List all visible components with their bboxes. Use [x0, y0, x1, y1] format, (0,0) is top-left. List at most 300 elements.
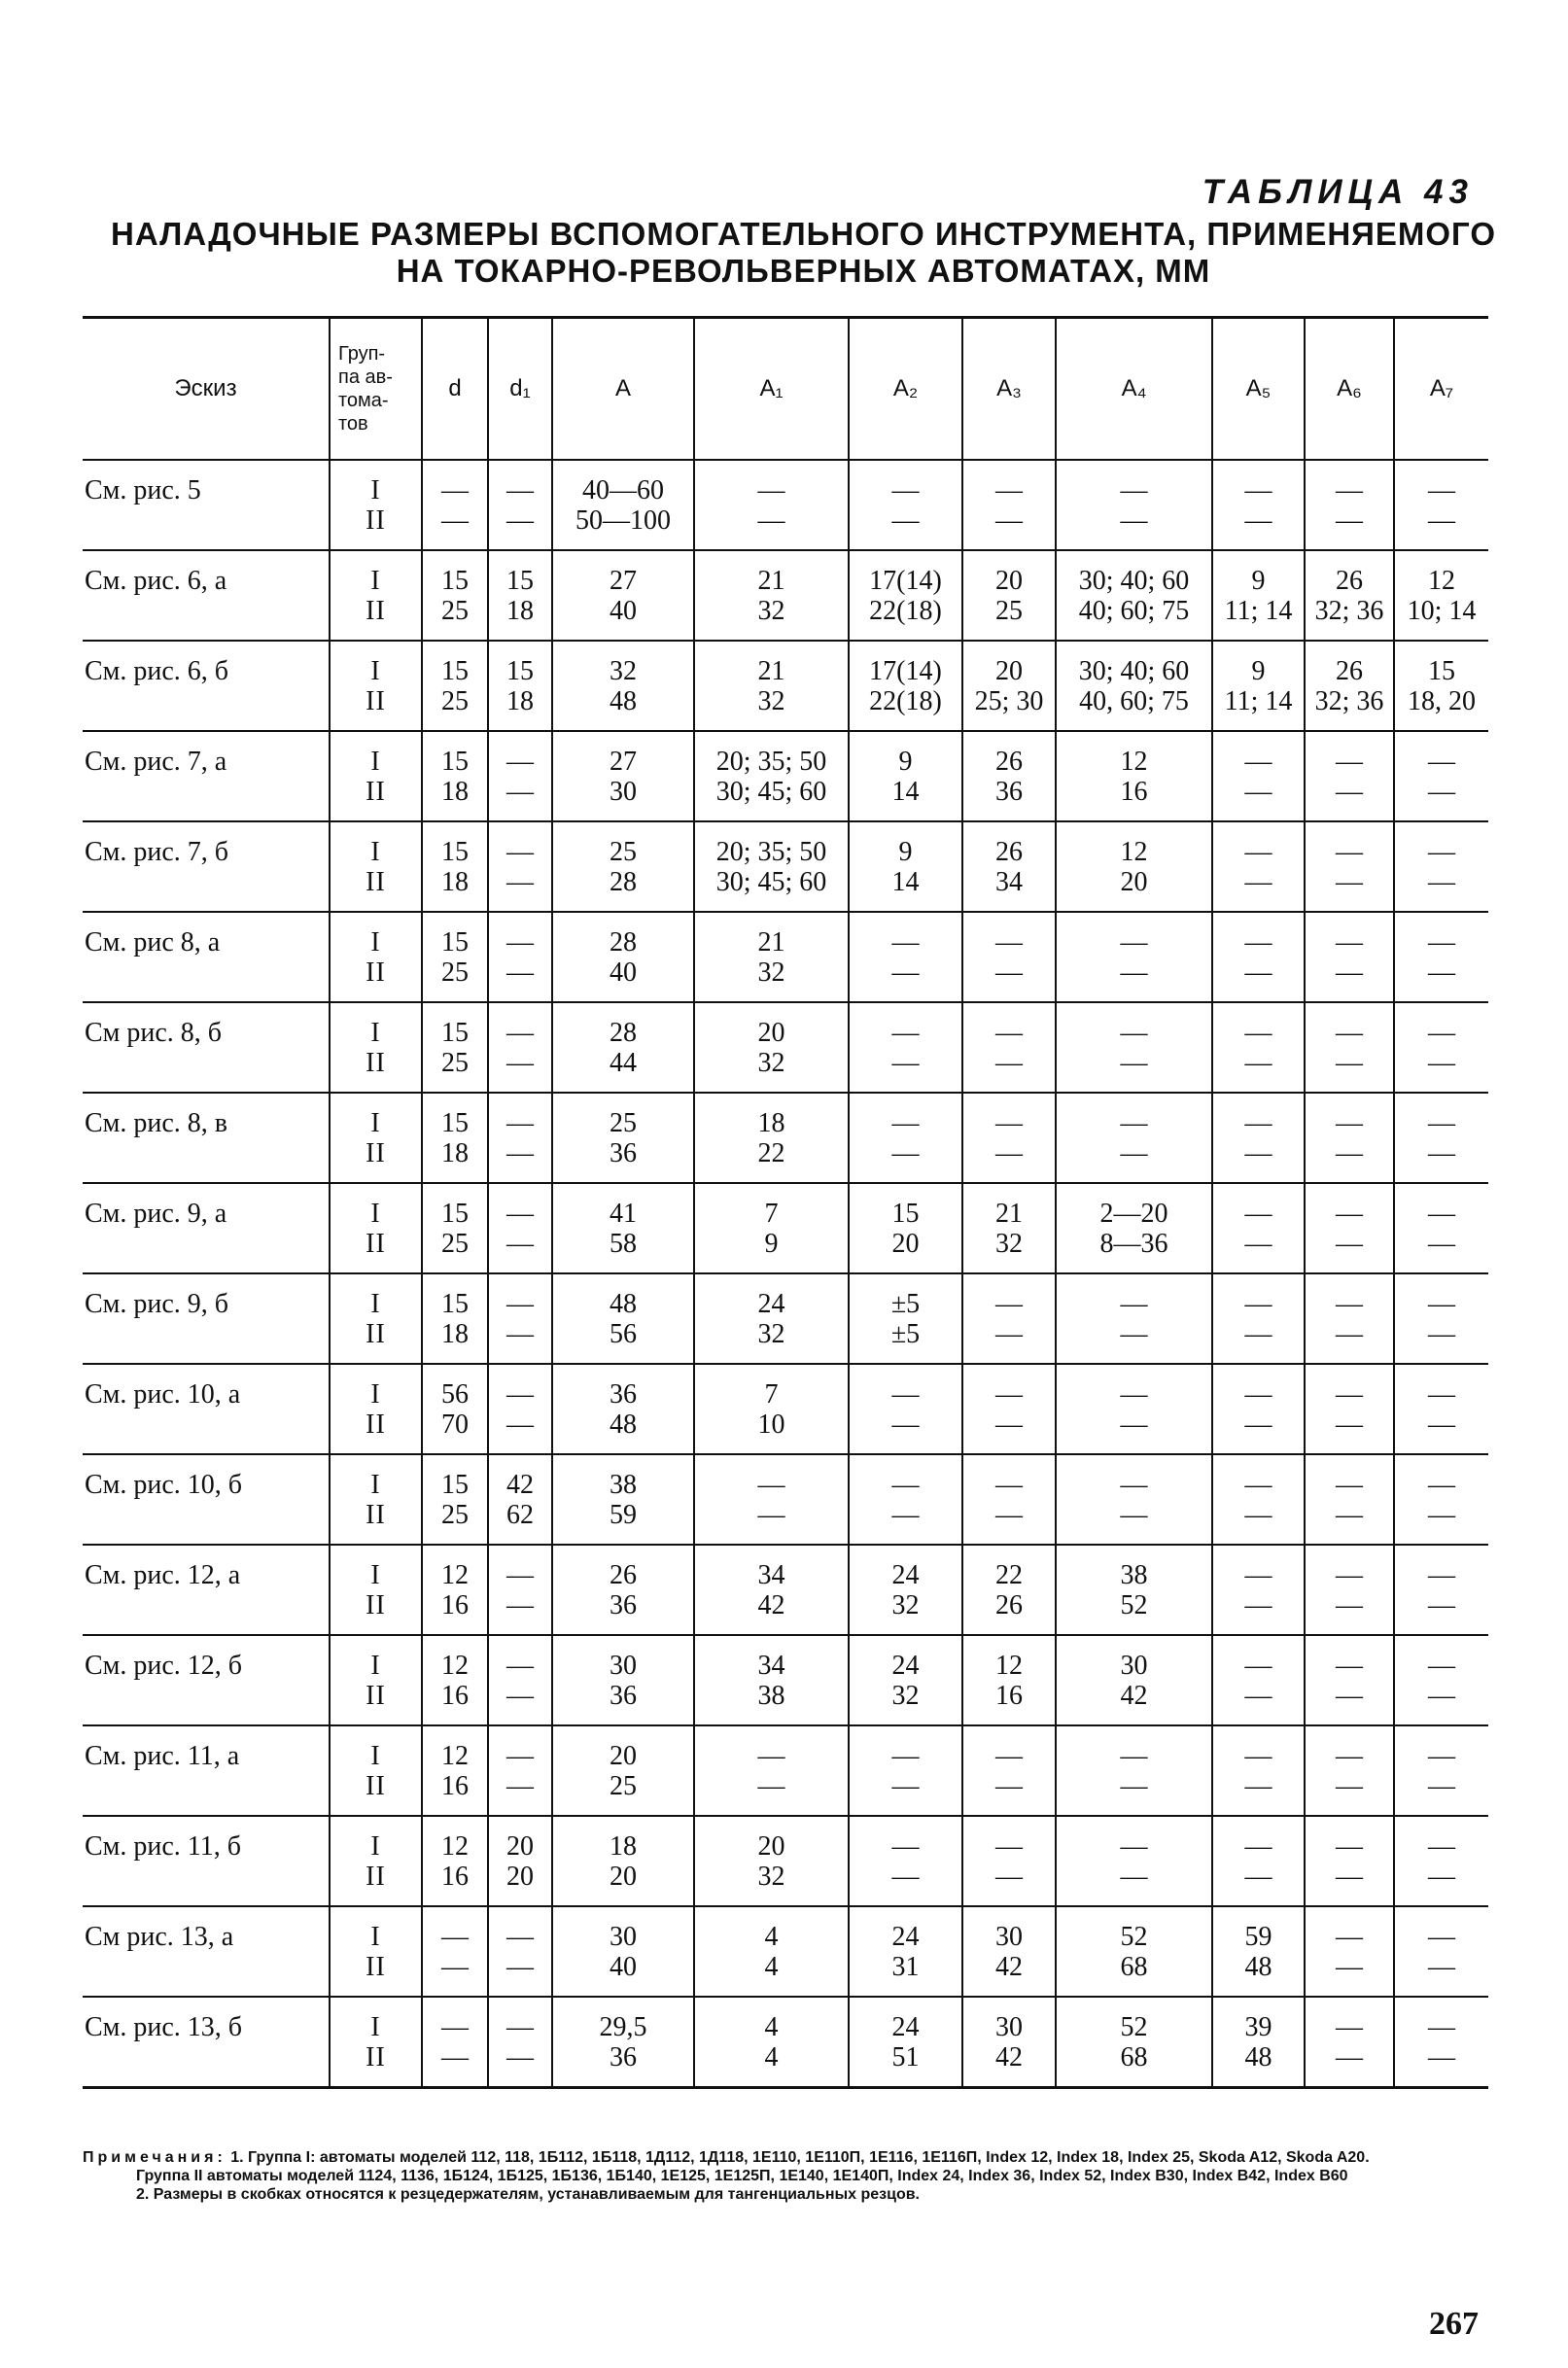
sketch-cell [83, 641, 330, 731]
value-group-2: — [1120, 1771, 1148, 1801]
value-cell [488, 1364, 552, 1454]
value-group-1: I [370, 837, 381, 867]
value-group-2: — [1244, 1410, 1272, 1440]
table-row [83, 731, 1488, 821]
value-group-1: 38 [610, 1470, 637, 1500]
value-cell [694, 641, 849, 731]
value-group-2: — [1244, 958, 1272, 988]
value-group-1: — [1244, 1470, 1272, 1500]
value-group-2: — [1428, 1500, 1455, 1530]
sketch-reference: См. рис. 5 [85, 475, 201, 505]
value-group-2: 18 [441, 1138, 469, 1168]
value-group-2: II [366, 1771, 386, 1801]
value-cell [1394, 1816, 1488, 1906]
value-cell [694, 1183, 849, 1273]
value-group-2: II [366, 1500, 386, 1530]
value-group-1: 12 [1120, 747, 1148, 777]
value-cell [849, 1002, 962, 1093]
value-cell [488, 1002, 552, 1093]
group-cell [330, 1997, 422, 2088]
value-group-1: — [1120, 1741, 1148, 1771]
value-cell [1305, 1725, 1394, 1816]
value-group-1: 34 [757, 1651, 785, 1681]
value-group-2: — [1120, 505, 1148, 536]
value-group-2: 32 [757, 958, 785, 988]
value-group-1: 30; 40; 60 [1078, 656, 1190, 686]
value-group-2: 25 [995, 596, 1023, 626]
value-group-1: — [891, 927, 920, 958]
group-cell [330, 821, 422, 912]
value-group-2: II [366, 1410, 386, 1440]
table-row [83, 1273, 1488, 1364]
value-group-1: I [370, 747, 381, 777]
value-cell [1056, 1183, 1212, 1273]
value-group-2: II [366, 2042, 386, 2072]
value-group-1: — [506, 927, 534, 958]
value-cell [1212, 460, 1305, 550]
value-group-2: 16 [441, 1862, 469, 1892]
table-row [83, 1454, 1488, 1545]
value-group-2: 25 [610, 1771, 637, 1801]
value-group-2: 18 [441, 867, 469, 897]
value-group-1: — [506, 1199, 534, 1229]
value-group-2: — [1336, 1319, 1363, 1349]
value-group-2: 20 [891, 1229, 920, 1259]
value-group-1: — [506, 1018, 534, 1048]
value-group-1: 25 [610, 837, 637, 867]
value-cell [1056, 821, 1212, 912]
value-group-1: — [1336, 837, 1363, 867]
value-group-2: — [1428, 1862, 1455, 1892]
table-row [83, 912, 1488, 1002]
value-cell [694, 1997, 849, 2088]
value-group-1: — [1120, 1018, 1148, 1048]
value-group-1: 32 [610, 656, 637, 686]
page-title-line-2: НА ТОКАРНО-РЕВОЛЬВЕРНЫХ АВТОМАТАХ, ММ [396, 253, 1211, 289]
value-cell [422, 1002, 488, 1093]
value-group-1: — [1120, 1470, 1148, 1500]
value-cell [552, 912, 694, 1002]
value-cell [849, 912, 962, 1002]
sketch-reference: См. рис. 8, в [85, 1108, 228, 1138]
value-group-1: 59 [1244, 1922, 1272, 1952]
value-group-1: — [1428, 1199, 1455, 1229]
value-group-1: — [1336, 1831, 1363, 1862]
value-cell [694, 1454, 849, 1545]
value-group-2: 9 [764, 1229, 779, 1259]
value-group-1: 21 [757, 656, 785, 686]
value-group-2: 20 [610, 1862, 637, 1892]
table-row [83, 1093, 1488, 1183]
value-cell [1212, 1273, 1305, 1364]
value-group-2: 26 [995, 1590, 1023, 1620]
value-group-2: — [506, 1681, 534, 1711]
sketch-reference: См. рис. 13, б [85, 2012, 243, 2042]
value-group-2: — [506, 1229, 534, 1259]
value-group-2: 48 [1244, 1952, 1272, 1982]
column-header-11: A₇ [1394, 318, 1488, 461]
value-cell [962, 460, 1056, 550]
value-cell [1056, 1725, 1212, 1816]
value-group-2: — [1336, 1590, 1363, 1620]
value-group-2: — [1336, 1410, 1363, 1440]
value-cell [694, 550, 849, 641]
value-group-1: — [506, 1289, 534, 1319]
value-group-1: 15 [441, 1470, 469, 1500]
value-cell [962, 550, 1056, 641]
group-cell [330, 550, 422, 641]
value-group-2: — [1336, 1138, 1363, 1168]
column-header-10: A₆ [1305, 318, 1394, 461]
value-group-1: I [370, 1108, 381, 1138]
value-cell [422, 641, 488, 731]
value-group-1: — [506, 1108, 534, 1138]
value-cell [1394, 1454, 1488, 1545]
value-group-2: — [891, 1048, 920, 1078]
value-group-2: 40 [610, 1952, 637, 1982]
value-group-2: 32 [757, 596, 785, 626]
value-cell [488, 1273, 552, 1364]
value-group-2: — [506, 1410, 534, 1440]
group-cell [330, 1906, 422, 1997]
value-group-2: 48 [1244, 2042, 1272, 2072]
value-cell [1394, 1906, 1488, 1997]
sketch-reference: См. рис. 10, а [85, 1379, 241, 1410]
value-cell [1305, 1635, 1394, 1725]
sketch-cell [83, 912, 330, 1002]
column-header-1: Груп- па ав- тома- тов [330, 318, 422, 461]
value-group-2: 16 [441, 1590, 469, 1620]
value-group-2: 30 [610, 777, 637, 807]
table-row [83, 1183, 1488, 1273]
value-group-1: — [995, 1108, 1023, 1138]
value-cell [694, 912, 849, 1002]
value-group-1: — [1244, 1379, 1272, 1410]
value-cell [962, 1725, 1056, 1816]
value-group-1: 18 [757, 1108, 785, 1138]
value-group-1: 30 [1120, 1651, 1148, 1681]
value-cell [694, 1725, 849, 1816]
value-group-1: 29,5 [599, 2012, 647, 2042]
value-group-2: — [995, 505, 1023, 536]
value-group-1: — [1244, 1289, 1272, 1319]
table-row [83, 460, 1488, 550]
value-group-2: 42 [757, 1590, 785, 1620]
value-group-1: — [757, 475, 785, 505]
value-group-2: II [366, 686, 386, 716]
value-cell [694, 821, 849, 912]
value-cell [1056, 731, 1212, 821]
value-group-1: — [441, 2012, 469, 2042]
sketch-cell [83, 1816, 330, 1906]
value-cell [849, 1816, 962, 1906]
value-group-2: 16 [995, 1681, 1023, 1711]
value-cell [488, 1454, 552, 1545]
value-cell [1212, 1545, 1305, 1635]
value-group-1: — [891, 1831, 920, 1862]
sketch-cell [83, 550, 330, 641]
value-group-2: 68 [1120, 2042, 1148, 2072]
value-group-2: — [1244, 1319, 1272, 1349]
value-group-1: 24 [891, 2012, 920, 2042]
value-group-1: — [1428, 927, 1455, 958]
value-cell [1056, 1635, 1212, 1725]
sketch-cell [83, 1454, 330, 1545]
value-group-2: 32; 36 [1314, 686, 1384, 716]
value-group-1: — [1428, 1560, 1455, 1590]
value-group-2: — [891, 1862, 920, 1892]
value-group-2: 36 [610, 1590, 637, 1620]
value-cell [1056, 1545, 1212, 1635]
value-group-1: — [1336, 1741, 1363, 1771]
sketch-reference: См. рис. 7, б [85, 837, 229, 867]
value-group-1: I [370, 475, 381, 505]
value-group-1: — [506, 1379, 534, 1410]
value-group-1: — [506, 475, 534, 505]
value-group-2: — [1244, 1048, 1272, 1078]
value-group-2: 38 [757, 1681, 785, 1711]
table-row [83, 1002, 1488, 1093]
value-group-2: — [506, 1138, 534, 1168]
value-group-2: — [1336, 1952, 1363, 1982]
note-2: 2. Размеры в скобках относятся к резцедержателям, устанавливаемым для тангенциальных резцов. [136, 2186, 920, 2203]
value-group-2: — [891, 1138, 920, 1168]
value-cell [694, 1906, 849, 1997]
value-group-2: II [366, 1319, 386, 1349]
value-group-2: 56 [610, 1319, 637, 1349]
value-cell [552, 1906, 694, 1997]
value-group-1: 9 [898, 747, 913, 777]
value-group-2: 22 [757, 1138, 785, 1168]
value-cell [1394, 731, 1488, 821]
value-group-1: I [370, 656, 381, 686]
value-group-2: — [1244, 505, 1272, 536]
value-group-1: 25 [610, 1108, 637, 1138]
value-cell [1056, 460, 1212, 550]
value-group-2: 18 [506, 686, 534, 716]
sketch-cell [83, 1545, 330, 1635]
value-group-1: 15 [441, 1199, 469, 1229]
value-cell [694, 731, 849, 821]
value-cell [488, 641, 552, 731]
value-group-2: 25 [441, 958, 469, 988]
value-group-1: 15 [1428, 656, 1455, 686]
value-cell [552, 1183, 694, 1273]
value-cell [1394, 912, 1488, 1002]
value-cell [962, 1364, 1056, 1454]
value-group-1: 26 [995, 837, 1023, 867]
table-row [83, 1364, 1488, 1454]
value-cell [1305, 550, 1394, 641]
value-cell [552, 1364, 694, 1454]
value-cell [962, 912, 1056, 1002]
value-group-1: — [1336, 1289, 1363, 1319]
value-cell [552, 1002, 694, 1093]
value-group-2: 32; 36 [1314, 596, 1384, 626]
value-cell [849, 1635, 962, 1725]
value-cell [552, 1635, 694, 1725]
value-cell [1212, 1997, 1305, 2088]
value-cell [552, 1093, 694, 1183]
value-group-1: — [1336, 1470, 1363, 1500]
value-group-1: — [1428, 747, 1455, 777]
group-cell [330, 460, 422, 550]
value-group-2: — [1120, 1138, 1148, 1168]
value-group-1: I [370, 1018, 381, 1048]
value-group-1: I [370, 1651, 381, 1681]
value-group-1: I [370, 1741, 381, 1771]
value-cell [488, 1997, 552, 2088]
value-cell [1056, 912, 1212, 1002]
value-group-1: 12 [441, 1560, 469, 1590]
group-cell [330, 1364, 422, 1454]
value-cell [1305, 641, 1394, 731]
value-cell [1305, 1816, 1394, 1906]
value-group-1: — [1428, 475, 1455, 505]
value-group-1: I [370, 1560, 381, 1590]
value-group-2: II [366, 1048, 386, 1078]
value-group-2: — [1428, 1138, 1455, 1168]
value-cell [1056, 1273, 1212, 1364]
value-cell [694, 1816, 849, 1906]
value-group-2: — [1244, 1500, 1272, 1530]
value-group-1: 42 [506, 1470, 534, 1500]
value-group-1: I [370, 1379, 381, 1410]
table-row [83, 1816, 1488, 1906]
value-group-1: — [441, 1922, 469, 1952]
value-cell [694, 460, 849, 550]
value-cell [552, 1273, 694, 1364]
value-group-2: — [506, 1590, 534, 1620]
value-group-2: — [1428, 1590, 1455, 1620]
group-cell [330, 1454, 422, 1545]
value-group-1: — [1244, 1831, 1272, 1862]
value-group-2: 10; 14 [1407, 596, 1477, 626]
value-group-2: 11; 14 [1224, 596, 1293, 626]
group-cell [330, 1002, 422, 1093]
value-group-1: 12 [441, 1831, 469, 1862]
sketch-reference: См рис. 8, б [85, 1018, 223, 1048]
value-group-1: — [1428, 1831, 1455, 1862]
value-group-1: — [1244, 1560, 1272, 1590]
value-cell [962, 1997, 1056, 2088]
value-group-2: — [506, 505, 534, 536]
value-group-1: — [1120, 927, 1148, 958]
value-group-2: 16 [441, 1681, 469, 1711]
value-group-2: II [366, 1952, 386, 1982]
value-cell [1305, 1545, 1394, 1635]
value-group-2: 25 [441, 1229, 469, 1259]
value-group-1: 15 [441, 656, 469, 686]
note-1 [83, 2148, 1488, 2167]
value-group-1: 15 [441, 1018, 469, 1048]
value-group-2: — [1244, 1862, 1272, 1892]
value-group-2: — [891, 1410, 920, 1440]
value-cell [552, 1816, 694, 1906]
value-group-2: 42 [995, 1952, 1023, 1982]
value-group-1: 28 [610, 927, 637, 958]
value-group-1: 12 [441, 1651, 469, 1681]
value-group-1: 24 [757, 1289, 785, 1319]
table-row [83, 641, 1488, 731]
notes [83, 2148, 1488, 2204]
value-group-2: — [1336, 777, 1363, 807]
value-group-2: II [366, 1590, 386, 1620]
value-cell [422, 460, 488, 550]
sketch-cell [83, 1364, 330, 1454]
value-group-2: 48 [610, 1410, 637, 1440]
value-cell [488, 821, 552, 912]
value-group-1: 20; 35; 50 [715, 747, 827, 777]
value-group-2: — [1120, 1500, 1148, 1530]
value-cell [849, 1545, 962, 1635]
value-group-2: 42 [1120, 1681, 1148, 1711]
value-group-1: 48 [610, 1289, 637, 1319]
value-group-2: ±5 [890, 1319, 921, 1349]
sketch-cell [83, 1906, 330, 1997]
value-group-2: — [1428, 505, 1455, 536]
value-group-2: 18 [441, 1319, 469, 1349]
value-group-1: — [1120, 475, 1148, 505]
value-group-2: 18 [441, 777, 469, 807]
value-group-1: — [1244, 747, 1272, 777]
value-cell [488, 1816, 552, 1906]
value-group-2: 25 [441, 1500, 469, 1530]
value-cell [849, 641, 962, 731]
value-cell [422, 550, 488, 641]
value-group-1: — [1336, 1199, 1363, 1229]
value-group-2: — [506, 1319, 534, 1349]
value-group-1: 24 [891, 1922, 920, 1952]
group-cell [330, 1816, 422, 1906]
value-group-2: 14 [891, 867, 920, 897]
value-group-1: I [370, 927, 381, 958]
value-cell [1394, 1183, 1488, 1273]
page-number: 267 [1429, 2306, 1479, 2342]
value-group-2: — [441, 1952, 469, 1982]
value-group-2: — [995, 1771, 1023, 1801]
value-group-2: 40 [610, 596, 637, 626]
value-group-2: II [366, 867, 386, 897]
value-group-2: 34 [995, 867, 1023, 897]
value-cell [849, 550, 962, 641]
table-row [83, 550, 1488, 641]
value-cell [962, 1093, 1056, 1183]
value-group-1: 12 [441, 1741, 469, 1771]
value-group-1: 21 [757, 927, 785, 958]
value-group-2: 4 [764, 1952, 779, 1982]
value-group-2: — [441, 2042, 469, 2072]
value-cell [552, 1545, 694, 1635]
value-cell [552, 1454, 694, 1545]
value-group-2: II [366, 1138, 386, 1168]
value-cell [962, 1002, 1056, 1093]
value-cell [422, 1545, 488, 1635]
value-group-1: — [1428, 1108, 1455, 1138]
value-cell [488, 1093, 552, 1183]
value-cell [1305, 731, 1394, 821]
value-group-2: 32 [995, 1229, 1023, 1259]
value-group-2: 16 [441, 1771, 469, 1801]
value-group-2: — [1120, 1862, 1148, 1892]
value-group-1: I [370, 1470, 381, 1500]
value-cell [488, 460, 552, 550]
value-group-1: — [995, 475, 1023, 505]
table-row [83, 1997, 1488, 2088]
value-cell [422, 1816, 488, 1906]
column-header-9: A₅ [1212, 318, 1305, 461]
sketch-reference: См рис. 13, а [85, 1922, 234, 1952]
